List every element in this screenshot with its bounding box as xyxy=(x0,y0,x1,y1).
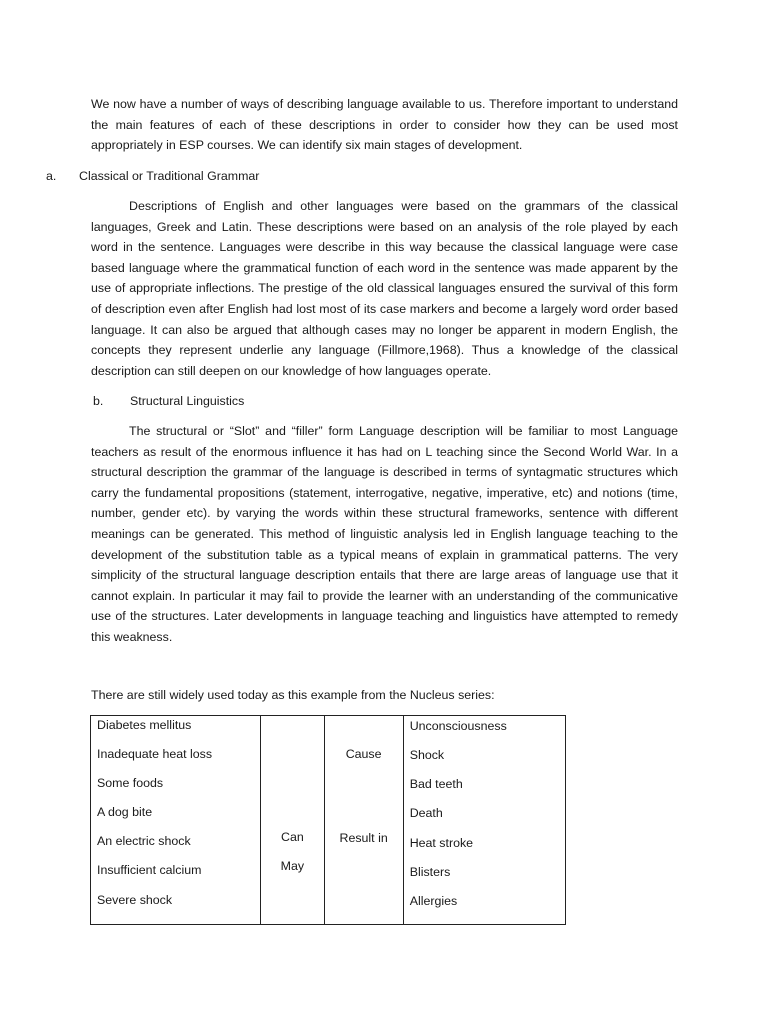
verb-item: Result in xyxy=(339,831,388,845)
section-a-marker: a. xyxy=(46,169,57,183)
subject-item: Some foods xyxy=(97,776,164,790)
table-row xyxy=(91,716,566,925)
result-column xyxy=(403,716,565,925)
result-item: Blisters xyxy=(409,865,451,879)
section-a-heading xyxy=(46,168,446,184)
subject-item: Inadequate heat loss xyxy=(97,747,213,761)
section-b-marker: b. xyxy=(93,394,104,408)
verb-column xyxy=(324,716,403,925)
subject-item: Severe shock xyxy=(97,893,173,907)
section-a-title: Classical or Traditional Grammar xyxy=(79,169,260,183)
subject-item: Diabetes mellitus xyxy=(97,718,192,732)
subject-item: A dog bite xyxy=(97,805,153,819)
result-item: Heat stroke xyxy=(409,836,474,850)
result-item: Allergies xyxy=(409,894,458,908)
modal-item: May xyxy=(280,859,305,873)
result-item: Shock xyxy=(409,748,445,762)
section-b-heading xyxy=(93,393,393,409)
modal-item: Can xyxy=(281,830,304,844)
subject-item: An electric shock xyxy=(97,834,191,848)
intro-paragraph: We now have a number of ways of describing language available to us. Therefore important to understand the main features of each of these descriptions in order to consider how they can be used most appropriately in ESP courses. We can identify six main stages of development. xyxy=(91,97,678,153)
modal-column xyxy=(261,716,324,925)
example-intro: There are still widely used today as this example from the Nucleus series: xyxy=(91,688,495,702)
subject-item: Insufficient calcium xyxy=(97,863,202,877)
verb-item: Cause xyxy=(345,747,382,761)
result-item: Unconsciousness xyxy=(409,719,507,733)
section-b-title: Structural Linguistics xyxy=(130,394,245,408)
subject-column xyxy=(91,716,261,925)
substitution-table xyxy=(90,715,566,925)
section-a-body: Descriptions of English and other languages were based on the grammars of the classical languages, Greek and Latin. These descriptions were based on an analysis of the role played by each word in the sentence. Languages were describe in this way because the classical language were case based language where the grammatical function of each word in the sentence was made apparent by the use of appropriate inflections. The prestige of the old classical languages ensured the survival of this form of description even after English had lost most of its case markers and become a largely word order based language. It can also be argued that although cases may no longer be apparent in modern English, the concepts they represent underlie any language (Fillmore,1968). Thus a knowledge of the classical description can still deepen on our knowledge of how languages operate. xyxy=(91,199,678,378)
result-item: Bad teeth xyxy=(409,777,463,791)
result-item: Death xyxy=(409,806,443,820)
section-b-body: The structural or “Slot” and “filler” form Language description will be familiar to most Language teachers as result of the enormous influence it has had on L teaching since the Second World War. In a structural description the grammar of the language is described in terms of syntagmatic structures which carry the fundamental propositions (statement, interrogative, negative, imperative, etc) and notions (time, number, gender etc). by varying the words within these structural frameworks, sentence with different meanings can be generated. This method of linguistic analysis led in English language teaching to the development of the substitution table as a typical means of explain in grammatical patterns. The very simplicity of the structural language description entails that there are large areas of language use that it cannot explain. In particular it may fail to provide the learner with an understanding of the communicative use of the structures. Later developments in language teaching and linguistics have attempted to remedy this weakness. xyxy=(91,424,678,644)
